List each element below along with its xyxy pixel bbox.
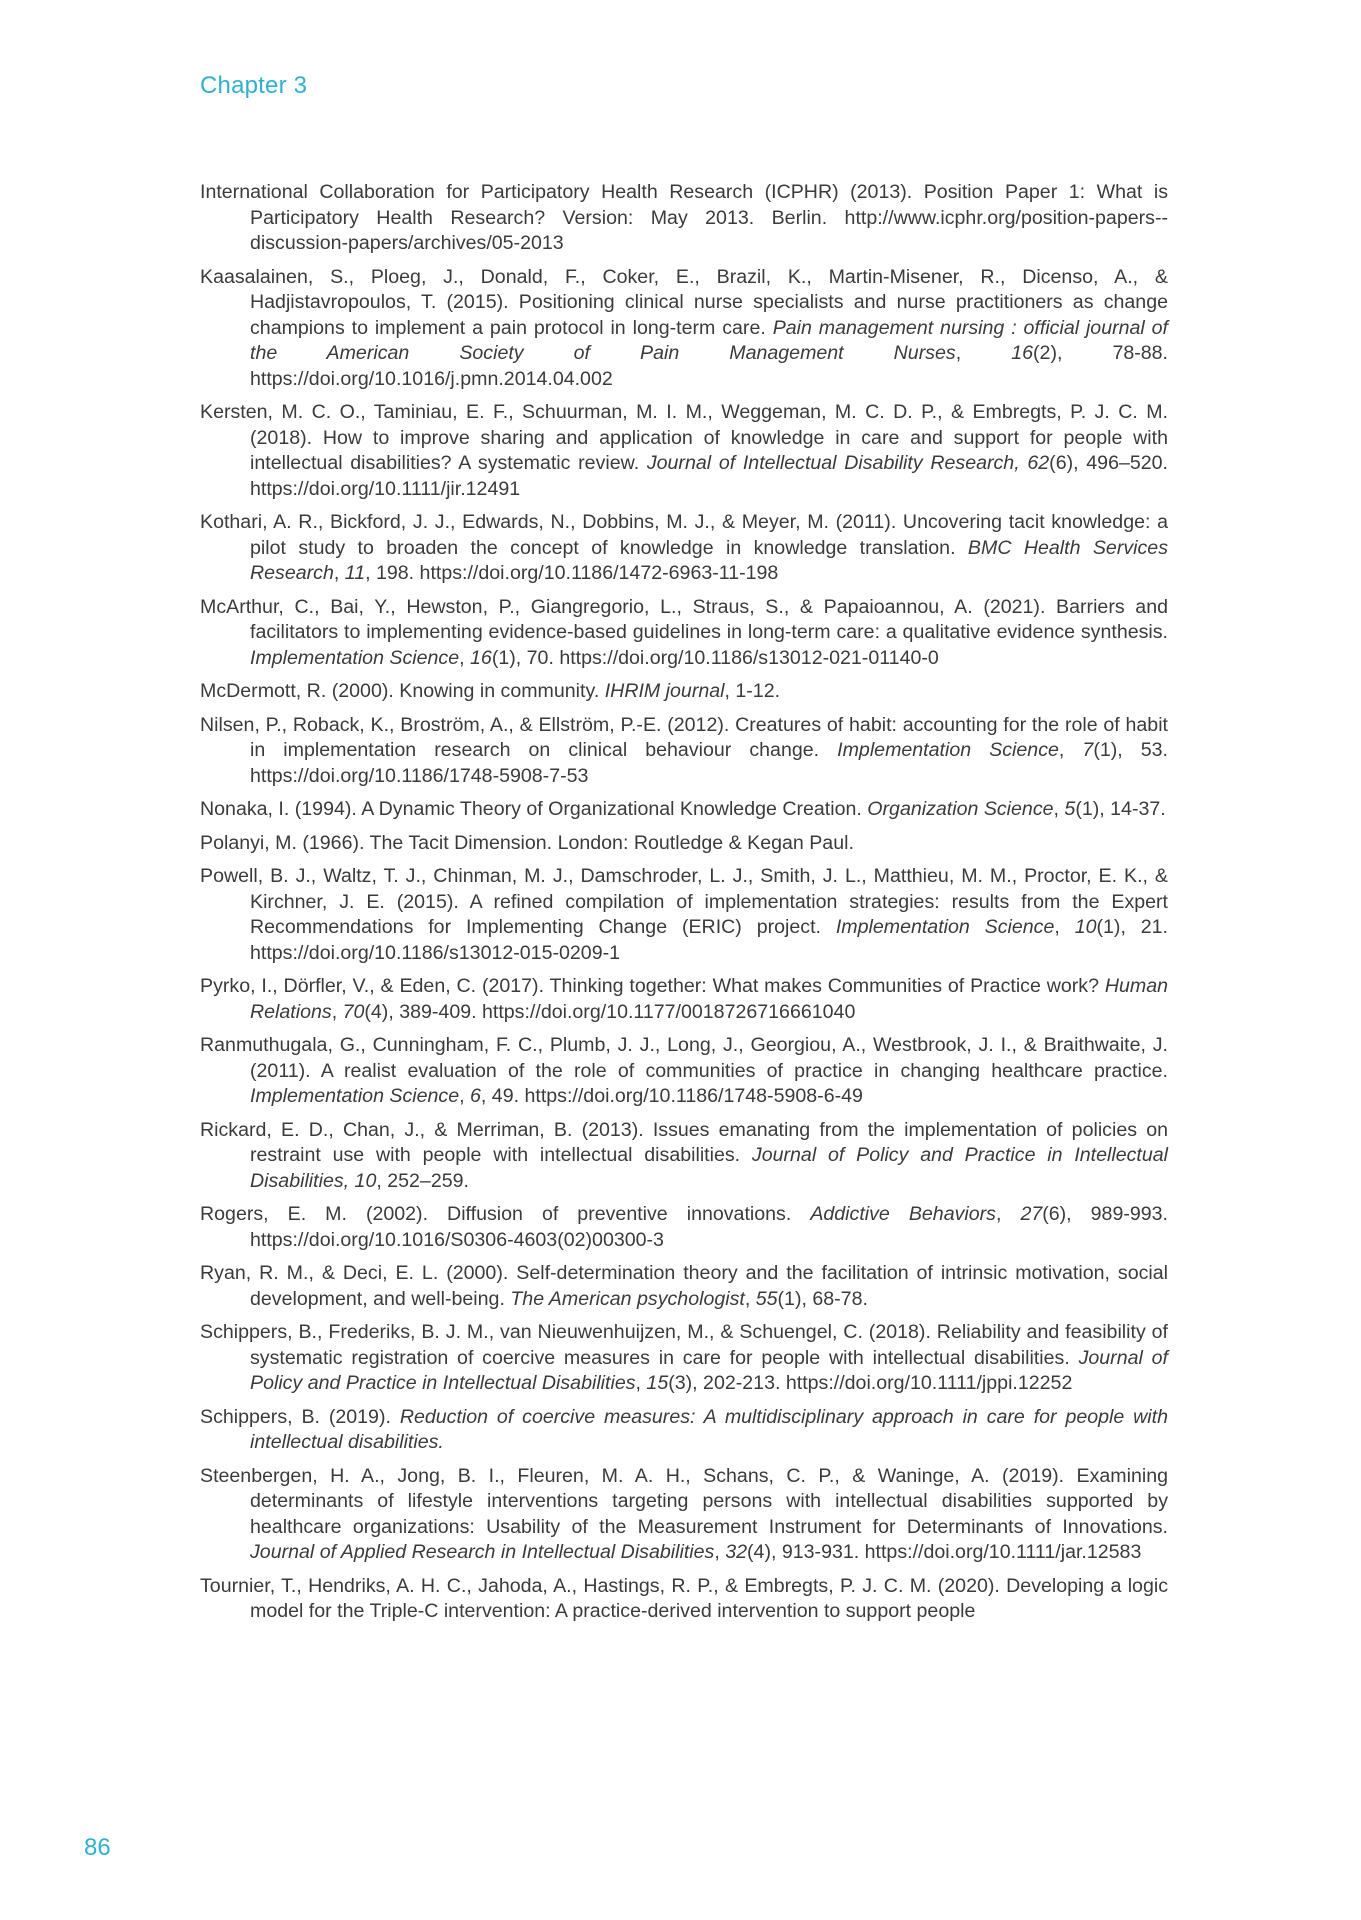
reference-volume: 15 xyxy=(646,1372,669,1394)
reference-details: (6), 989-993. https://doi.org/10.1016/S0306-4603(02)00300-3 xyxy=(250,1203,1168,1251)
reference-journal: Implementation Science xyxy=(250,646,460,669)
reference-entry xyxy=(200,595,1168,672)
reference-journal: Journal of Applied Research in Intellectual Disabilities xyxy=(250,1541,715,1563)
reference-entry xyxy=(200,679,1168,705)
reference-text: Ranmuthugala, G., Cunningham, F. C., Plumb, J. J., Long, J., Georgiou, A., Westbrook, J. I., & Braithwaite, J. (2011). A realist evaluation of the role of communities of practice in changing healthcare practice. xyxy=(200,1034,1168,1082)
reference-text: Nilsen, P., Roback, K., Broström, A., & Ellström, P.-E. (2012). Creatures of habit: accounting for the role of habit in implementation research on clinical behaviour change. xyxy=(200,713,1168,761)
reference-entry xyxy=(200,1574,1168,1625)
reference-text: Polanyi, M. (1966). The Tacit Dimension. London: Routledge & Kegan Paul. xyxy=(200,831,854,854)
reference-text: Steenbergen, H. A., Jong, B. I., Fleuren, M. A. H., Schans, C. P., & Waninge, A. (2019). Examining determinants of lifestyle interventions targeting persons with intellectual disabilities supported by healthcare organizations: Usability of the Measurement Instrument for Determinants of Innovations. xyxy=(200,1464,1168,1538)
reference-details: , 49. https://doi.org/10.1186/1748-5908-6-49 xyxy=(480,1085,863,1107)
reference-entry xyxy=(200,864,1168,966)
reference-separator: , xyxy=(459,1085,471,1107)
reference-entry xyxy=(200,265,1168,393)
reference-journal: BMC Health Services Research xyxy=(250,536,1168,584)
reference-journal: Implementation Science xyxy=(835,916,1055,938)
reference-journal: Human Relations xyxy=(250,975,1168,1023)
reference-volume: 10 xyxy=(1074,916,1097,938)
reference-details: , 1-12. xyxy=(724,680,781,702)
reference-text: Kaasalainen, S., Ploeg, J., Donald, F., Coker, E., Brazil, K., Martin-Misener, R., Dicenso, A., & Hadjistavropoulos, T. (2015). Positioning clinical nurse specialists and nurse practitioners as change champions to implement a pain protocol in long-term care. xyxy=(200,265,1168,339)
reference-text: Ryan, R. M., & Deci, E. L. (2000). Self-determination theory and the facilitation of intrinsic motivation, social development, and well-being. xyxy=(200,1262,1168,1310)
reference-journal: Addictive Behaviors xyxy=(810,1203,996,1225)
reference-text: Rickard, E. D., Chan, J., & Merriman, B. (2013). Issues emanating from the implementation of policies on restraint use with people with intellectual disabilities. xyxy=(200,1118,1168,1166)
reference-details: (4), 389-409. https://doi.org/10.1177/0018726716661040 xyxy=(364,1000,856,1023)
reference-details: , 198. https://doi.org/10.1186/1472-6963-11-198 xyxy=(365,562,779,584)
reference-separator: , xyxy=(333,562,345,584)
reference-volume: 55 xyxy=(755,1287,778,1310)
reference-journal: Implementation Science xyxy=(837,739,1059,761)
reference-entry xyxy=(200,1202,1168,1253)
reference-details: (2), 78-88. https://doi.org/10.1016/j.pmn.2014.04.002 xyxy=(250,342,1168,390)
reference-text: International Collaboration for Participatory Health Research (ICPHR) (2013). Position Paper 1: What is Participatory Health Research? Version: May 2013. Berlin. http://www.icphr.org/position-papers--discussion-papers/archives/05-2013 xyxy=(200,181,1168,254)
reference-text: Schippers, B., Frederiks, B. J. M., van Nieuwenhuijzen, M., & Schuengel, C. (2018). Reliability and feasibility of systematic registration of coercive measures in care for people with intellectual disabilities. xyxy=(200,1321,1168,1369)
reference-separator: , xyxy=(714,1541,726,1563)
reference-entry xyxy=(200,713,1168,790)
reference-separator: , xyxy=(635,1372,647,1394)
reference-details: (6), 496–520. https://doi.org/10.1111/jir.12491 xyxy=(250,452,1168,500)
reference-volume: 16 xyxy=(470,646,492,669)
reference-entry xyxy=(200,400,1168,502)
reference-separator: , xyxy=(1053,798,1065,820)
reference-text: Schippers, B. (2019). xyxy=(200,1405,400,1428)
reference-details: (1), 14-37. xyxy=(1075,798,1166,820)
reference-entry xyxy=(200,1320,1168,1397)
reference-journal: Pain management nursing : official journal of the American Society of Pain Management Nurses xyxy=(250,316,1169,364)
reference-entry xyxy=(200,1033,1168,1110)
page-number: 86 xyxy=(84,1834,111,1861)
reference-entry xyxy=(200,1261,1168,1312)
reference-volume: 5 xyxy=(1064,798,1076,820)
reference-volume: 16 xyxy=(1011,342,1034,364)
reference-journal: Implementation Science xyxy=(250,1085,460,1107)
reference-text: McArthur, C., Bai, Y., Hewston, P., Giangregorio, L., Straus, S., & Papaioannou, A. (2021). Barriers and facilitators to implementing evidence-based guidelines in long-term care: a qualitative evidence synthesis. xyxy=(200,595,1168,643)
reference-journal: Organization Science xyxy=(867,798,1054,820)
reference-entry xyxy=(200,510,1168,587)
reference-entry xyxy=(200,1464,1168,1566)
reference-volume: 32 xyxy=(725,1541,748,1563)
reference-separator: , xyxy=(744,1287,756,1310)
reference-volume: 7 xyxy=(1082,739,1094,761)
reference-volume: 10 xyxy=(354,1169,377,1192)
reference-separator: , xyxy=(1058,739,1083,761)
reference-details: (1), 68-78. xyxy=(777,1287,868,1310)
reference-journal: The American psychologist xyxy=(510,1287,745,1310)
reference-text: McDermott, R. (2000). Knowing in community. xyxy=(200,680,605,702)
reference-details: (1), 21. https://doi.org/10.1186/s13012-015-0209-1 xyxy=(250,916,1168,964)
reference-journal: Reduction of coercive measures: A multidisciplinary approach in care for people with intellectual disabilities. xyxy=(250,1405,1169,1453)
reference-entry xyxy=(200,180,1168,257)
reference-text: Powell, B. J., Waltz, T. J., Chinman, M. J., Damschroder, L. J., Smith, J. L., Matthieu, M. M., Proctor, E. K., & Kirchner, J. E. (2015). A refined compilation of implementation strategies: results from the Expert Recommendations for Implementing Change (ERIC) project. xyxy=(200,865,1168,938)
reference-journal: Journal of Intellectual Disability Research, xyxy=(646,452,1020,474)
reference-entry xyxy=(200,974,1168,1025)
reference-text: Kothari, A. R., Bickford, J. J., Edwards, N., Dobbins, M. J., & Meyer, M. (2011). Uncovering tacit knowledge: a pilot study to broaden the concept of knowledge in knowledge translation. xyxy=(200,511,1168,559)
reference-volume: 70 xyxy=(342,1000,365,1023)
reference-details: (1), 70. https://doi.org/10.1186/s13012-021-01140-0 xyxy=(491,646,939,669)
reference-separator: , xyxy=(995,1203,1021,1225)
chapter-header: Chapter 3 xyxy=(200,72,308,99)
reference-list xyxy=(200,180,1168,1633)
reference-details: (3), 202-213. https://doi.org/10.1111/jppi.12252 xyxy=(668,1372,1073,1394)
reference-separator: , xyxy=(1054,916,1075,938)
reference-details: (4), 913-931. https://doi.org/10.1111/jar.12583 xyxy=(747,1541,1142,1563)
reference-volume: 6 xyxy=(470,1085,481,1107)
reference-journal: IHRIM journal xyxy=(604,680,725,702)
reference-details: (1), 53. https://doi.org/10.1186/1748-5908-7-53 xyxy=(250,739,1169,787)
reference-journal: Journal of Policy and Practice in Intellectual Disabilities xyxy=(250,1346,1168,1394)
reference-journal: Journal of Policy and Practice in Intellectual Disabilities, xyxy=(250,1144,1168,1192)
reference-details: , 252–259. xyxy=(376,1169,469,1192)
reference-entry xyxy=(200,1118,1168,1195)
reference-text: Kersten, M. C. O., Taminiau, E. F., Schuurman, M. I. M., Weggeman, M. C. D. P., & Embregts, P. J. C. M. (2018). How to improve sharing and application of knowledge in care and support for people with intellectual disabilities? A systematic review. xyxy=(200,401,1168,474)
reference-volume: 62 xyxy=(1027,452,1050,474)
reference-text: Pyrko, I., Dörfler, V., & Eden, C. (2017). Thinking together: What makes Communities of Practice work? xyxy=(200,975,1105,997)
reference-entry xyxy=(200,831,1168,857)
reference-separator: , xyxy=(459,646,471,669)
reference-separator: , xyxy=(331,1000,343,1023)
reference-text: Rogers, E. M. (2002). Diffusion of preventive innovations. xyxy=(200,1203,811,1225)
reference-volume: 27 xyxy=(1020,1203,1043,1225)
reference-text: Tournier, T., Hendriks, A. H. C., Jahoda, A., Hastings, R. P., & Embregts, P. J. C. M. (2020). Developing a logic model for the Triple-C intervention: A practice-derived intervention to support people xyxy=(200,1574,1168,1622)
reference-entry xyxy=(200,797,1168,823)
reference-entry xyxy=(200,1405,1168,1456)
reference-text: Nonaka, I. (1994). A Dynamic Theory of Organizational Knowledge Creation. xyxy=(200,798,868,820)
reference-separator: , xyxy=(955,342,1012,364)
reference-volume: 11 xyxy=(344,562,366,584)
